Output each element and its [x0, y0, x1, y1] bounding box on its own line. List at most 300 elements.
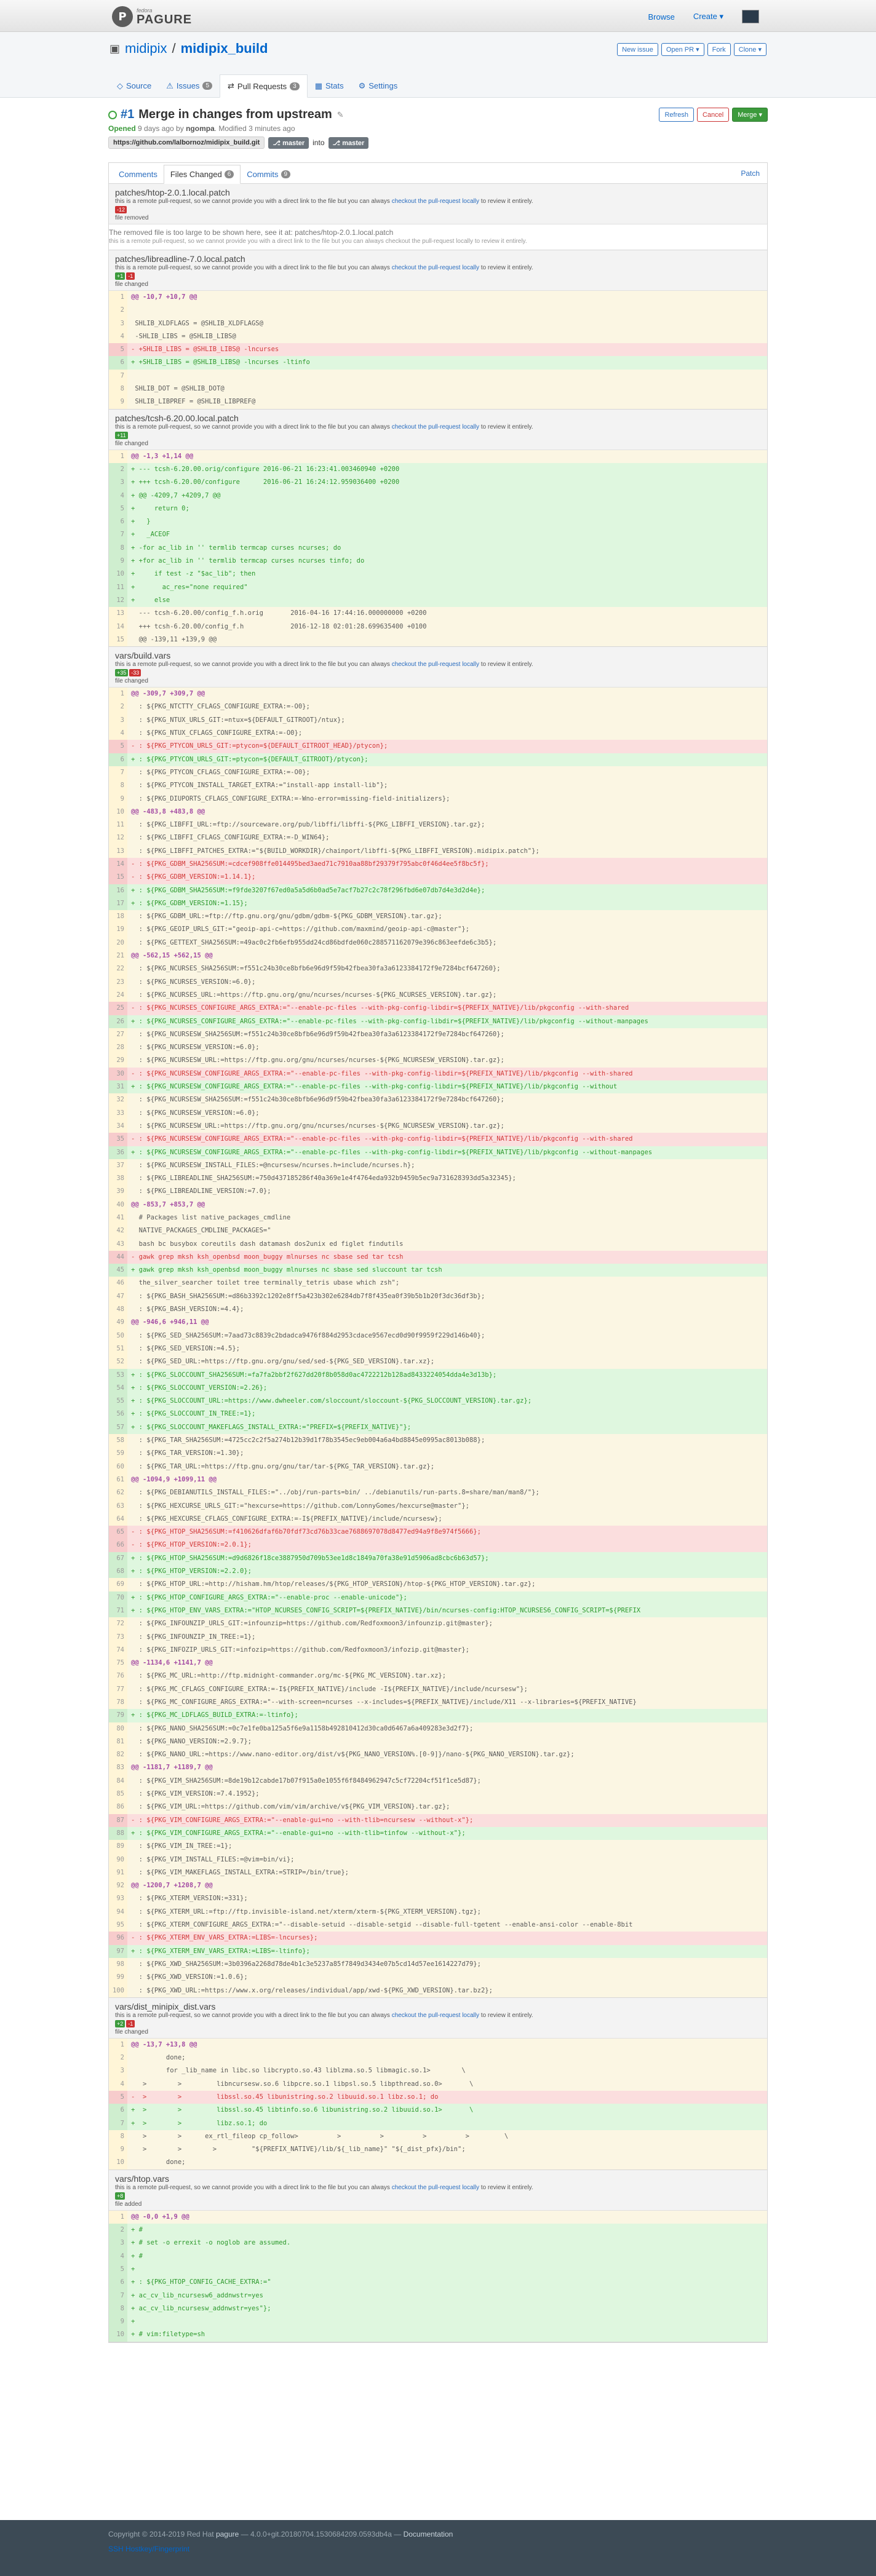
file-header: [109, 250, 767, 291]
footer-ssh-link[interactable]: SSH Hostkey/Fingerprint: [108, 2545, 190, 2553]
file-name[interactable]: patches/htop-2.0.1.local.patch: [115, 188, 230, 197]
line-number[interactable]: 73: [109, 1631, 127, 1644]
line-number[interactable]: 10: [109, 568, 127, 581]
line-number[interactable]: 94: [109, 1906, 127, 1919]
line-number[interactable]: 69: [109, 1578, 127, 1591]
line-code: : ${PKG_NCURSESW_INSTALL_FILES:=@ncursesw/ncurses.h=include/ncurses.h};: [131, 1161, 415, 1169]
line-number[interactable]: 7: [109, 2117, 127, 2130]
diff-line-added: [109, 2276, 767, 2289]
line-number[interactable]: 99: [109, 1971, 127, 1984]
tab-issues[interactable]: [159, 74, 220, 97]
diff-line: [109, 923, 767, 936]
pr-meta-age: 9 days ago by: [138, 124, 184, 133]
pagure-logo[interactable]: [112, 6, 192, 27]
line-code: the_silver_searcher toilet tree terminally_tetris ubase which zsh";: [131, 1279, 400, 1287]
line-code: - +SHLIB_LIBS = @SHLIB_LIBS@ -lncurses: [127, 343, 767, 356]
tab-count-badge: 3: [290, 82, 300, 90]
line-number[interactable]: 5: [109, 343, 127, 356]
line-number[interactable]: 1: [109, 291, 127, 304]
line-code: : ${PKG_NCURSESW_VERSION:=6.0};: [131, 1044, 260, 1052]
diff-stat: [115, 272, 761, 280]
line-number[interactable]: 40: [109, 1199, 127, 1211]
line-number[interactable]: 13: [109, 607, 127, 620]
line-code: + : ${PKG_SLOCCOUNT_SHA256SUM:=fa7fa2bbf2f627dd20f8b058d0ac4722212b128ad8433224054dda4e3d13b};: [127, 1369, 767, 1382]
line-number[interactable]: 4: [109, 330, 127, 343]
line-number[interactable]: 31: [109, 1080, 127, 1093]
line-number[interactable]: 2: [109, 2224, 127, 2237]
line-number[interactable]: 61: [109, 1473, 127, 1486]
checkout-locally-link[interactable]: checkout the pull-request locally: [391, 264, 479, 271]
additions-badge: +11: [115, 432, 128, 439]
line-number[interactable]: 78: [109, 1696, 127, 1709]
checkout-locally-link[interactable]: checkout the pull-request locally: [391, 198, 479, 205]
create-menu[interactable]: Create ▾: [693, 12, 723, 21]
file-diff: [109, 647, 767, 1998]
line-code: + > > libssl.so.45 libtinfo.so.6 libunistring.so.2 libuuid.so.1> \: [127, 2104, 767, 2117]
line-number[interactable]: 30: [109, 1068, 127, 1080]
tab-source-icon: ◇: [117, 81, 123, 90]
diff-line-added: [109, 2328, 767, 2341]
line-number[interactable]: 1: [109, 688, 127, 700]
line-number[interactable]: 42: [109, 1224, 127, 1237]
checkout-locally-link[interactable]: checkout the pull-request locally: [391, 2184, 479, 2191]
file-name[interactable]: vars/build.vars: [115, 651, 171, 661]
line-number[interactable]: 1: [109, 2211, 127, 2224]
line-number[interactable]: 47: [109, 1290, 127, 1303]
line-number[interactable]: 20: [109, 937, 127, 949]
line-number[interactable]: 17: [109, 897, 127, 910]
line-number[interactable]: 19: [109, 923, 127, 936]
line-number[interactable]: 67: [109, 1552, 127, 1565]
line-number[interactable]: 12: [109, 831, 127, 844]
line-number[interactable]: 36: [109, 1146, 127, 1159]
line-number[interactable]: 16: [109, 884, 127, 897]
footer-copyright: Copyright © 2014-2019 Red Hat: [108, 2530, 214, 2538]
line-number[interactable]: 63: [109, 1500, 127, 1513]
diff-line: [109, 818, 767, 831]
line-number[interactable]: 11: [109, 581, 127, 594]
diff-line-added: [109, 1015, 767, 1028]
line-number[interactable]: 32: [109, 1093, 127, 1106]
line-code: @@ -483,8 +483,8 @@: [131, 807, 205, 815]
line-number[interactable]: 90: [109, 1853, 127, 1866]
diff-line: [109, 1028, 767, 1041]
line-number[interactable]: 59: [109, 1447, 127, 1460]
target-branch: ⎇ master: [328, 137, 369, 149]
line-number[interactable]: 57: [109, 1421, 127, 1434]
line-number[interactable]: 3: [109, 2064, 127, 2077]
into-label: into: [313, 138, 325, 147]
line-number[interactable]: 26: [109, 1015, 127, 1028]
line-number[interactable]: 4: [109, 489, 127, 502]
tab-stats-icon: ▦: [314, 81, 322, 90]
line-code: + : ${PKG_NCURSESW_CONFIGURE_ARGS_EXTRA:="--enable-pc-files --with-pkg-config-libdir=${PREFIX_NATIVE}/lib/pkgconfig --without-manpages: [127, 1146, 767, 1159]
line-number[interactable]: 65: [109, 1526, 127, 1539]
line-number[interactable]: 43: [109, 1238, 127, 1251]
line-number[interactable]: 48: [109, 1303, 127, 1316]
line-number[interactable]: 91: [109, 1866, 127, 1879]
diff-line: [109, 976, 767, 989]
line-number[interactable]: 15: [109, 871, 127, 884]
pull-request-main: [108, 108, 768, 2343]
line-code: + : ${PKG_PTYCON_URLS_GIT:=ptycon=${DEFAULT_GITROOT}/ptycon};: [127, 753, 767, 766]
line-number[interactable]: 12: [109, 594, 127, 607]
line-code: done;: [131, 2158, 186, 2166]
remote-note: [115, 2184, 761, 2191]
diff-line: [109, 1984, 767, 1997]
line-code: + @@ -4209,7 +4209,7 @@: [127, 489, 767, 502]
diff-line: [109, 910, 767, 923]
target-branch-name: master: [342, 139, 365, 147]
line-code: # Packages list native_packages_cmdline: [131, 1214, 291, 1221]
browse-link[interactable]: Browse: [648, 12, 675, 22]
diff-line-added: [109, 2250, 767, 2263]
line-number[interactable]: 10: [109, 2328, 127, 2341]
line-number[interactable]: 86: [109, 1801, 127, 1813]
line-number[interactable]: 79: [109, 1709, 127, 1722]
footer-pagure-link[interactable]: pagure: [215, 2530, 239, 2538]
line-code: + }: [127, 515, 767, 528]
diff-line-added: [109, 1421, 767, 1434]
line-number[interactable]: 9: [109, 555, 127, 568]
diff-line-added: [109, 542, 767, 555]
diff-line-added: [109, 489, 767, 502]
line-code: : ${PKG_INFOZIP_URLS_GIT:=infozip=https://github.com/Redfoxmoon3/infozip.git@master};: [131, 1646, 469, 1654]
line-number[interactable]: 11: [109, 818, 127, 831]
line-number[interactable]: 38: [109, 1172, 127, 1185]
line-code: > > > "${PREFIX_NATIVE}/lib/${_lib_name}" "${_dist_pfx}/bin";: [131, 2146, 466, 2154]
line-number[interactable]: 76: [109, 1670, 127, 1682]
line-number[interactable]: 96: [109, 1932, 127, 1944]
line-number[interactable]: 8: [109, 382, 127, 395]
line-code: : ${PKG_GDBM_URL:=ftp://ftp.gnu.org/gnu/gdbm/gdbm-${PKG_GDBM_VERSION}.tar.gz};: [131, 913, 442, 921]
diff-line: [109, 1958, 767, 1971]
diff-line-removed: [109, 1068, 767, 1080]
diff-line: [109, 1775, 767, 1788]
line-number[interactable]: 39: [109, 1185, 127, 1198]
line-code: - : ${PKG_GDBM_SHA256SUM:=cdcef908ffe014495bed3aed71c7910aa88bf29379f795abc0f46d4ee5f8bc5f};: [127, 858, 767, 871]
tab-pull-requests[interactable]: [220, 74, 308, 98]
remote-note-text: this is a remote pull-request, so we cannot provide you with a direct link to the file but you can always: [115, 2011, 390, 2019]
line-number[interactable]: 53: [109, 1369, 127, 1382]
line-number[interactable]: 71: [109, 1604, 127, 1617]
diff-line: [109, 304, 767, 317]
line-code: + : ${PKG_HTOP_CONFIG_CACHE_EXTRA:=": [127, 2276, 767, 2289]
line-code: : ${PKG_XWD_VERSION:=1.0.6};: [131, 1973, 248, 1981]
repo-user-link[interactable]: midipix: [125, 41, 167, 56]
diff-line: [109, 1840, 767, 1853]
edit-pencil-icon[interactable]: ✎: [336, 109, 344, 119]
line-number[interactable]: 6: [109, 515, 127, 528]
line-code: + +++ tcsh-6.20.00/configure 2016-06-21 16:24:12.959036400 +0200: [127, 476, 767, 489]
line-number[interactable]: 9: [109, 793, 127, 806]
tab-stats[interactable]: [308, 74, 351, 97]
line-number[interactable]: 77: [109, 1683, 127, 1696]
line-number[interactable]: 34: [109, 1120, 127, 1133]
tab-settings[interactable]: [351, 74, 405, 97]
line-number[interactable]: 72: [109, 1617, 127, 1630]
remote-note-tail: to review it entirely.: [480, 2184, 533, 2191]
line-number[interactable]: 8: [109, 2302, 127, 2315]
pr-author[interactable]: ngompa: [186, 124, 215, 133]
line-number[interactable]: 22: [109, 962, 127, 975]
line-code: : ${PKG_NANO_VERSION:=2.9.7};: [131, 1737, 252, 1745]
line-number[interactable]: 44: [109, 1251, 127, 1264]
line-number[interactable]: 14: [109, 858, 127, 871]
diff-line-removed: [109, 1526, 767, 1539]
remote-note-text: this is a remote pull-request, so we cannot provide you with a direct link to the file but you can always: [115, 661, 390, 668]
line-number[interactable]: 25: [109, 1002, 127, 1015]
line-number[interactable]: 75: [109, 1657, 127, 1670]
line-number[interactable]: 52: [109, 1355, 127, 1368]
tab-source[interactable]: [110, 74, 159, 97]
line-number[interactable]: 49: [109, 1316, 127, 1329]
line-number[interactable]: 70: [109, 1591, 127, 1604]
line-number[interactable]: 2: [109, 304, 127, 317]
line-code: + : ${PKG_HTOP_SHA256SUM:=d9d6826f18ce3887950d709b53ee1d8c1849a70fa38e91d5906ad8cbc6b63d57};: [127, 1552, 767, 1565]
line-number[interactable]: 51: [109, 1342, 127, 1355]
diff-line-removed: [109, 740, 767, 753]
line-number[interactable]: 83: [109, 1761, 127, 1774]
diff-line-added: [109, 515, 767, 528]
line-number[interactable]: 27: [109, 1028, 127, 1041]
repo-name-link[interactable]: midipix_build: [180, 41, 268, 56]
remote-note-tail: to review it entirely.: [480, 198, 533, 205]
line-code: SHLIB_XLDFLAGS = @SHLIB_XLDFLAGS@: [131, 319, 263, 327]
repo-action-clone[interactable]: Clone ▾: [734, 43, 766, 56]
file-header: [109, 184, 767, 224]
line-number[interactable]: 45: [109, 1264, 127, 1277]
line-code: bash bc busybox coreutils dash datamash dos2unix ed figlet findutils: [131, 1240, 404, 1248]
checkout-locally-link[interactable]: checkout the pull-request locally: [391, 661, 479, 668]
line-code: SHLIB_DOT = @SHLIB_DOT@: [131, 385, 225, 393]
line-code: + : ${PKG_MC_LDFLAGS_BUILD_EXTRA:=-ltinfo};: [127, 1709, 767, 1722]
line-number[interactable]: 1: [109, 2039, 127, 2051]
line-number[interactable]: 2: [109, 2051, 127, 2064]
line-code: : ${PKG_TAR_VERSION:=1.30};: [131, 1449, 244, 1457]
diff-line: [109, 1578, 767, 1591]
line-number[interactable]: 84: [109, 1775, 127, 1788]
line-number[interactable]: 7: [109, 370, 127, 382]
checkout-locally-link[interactable]: checkout the pull-request locally: [391, 423, 479, 430]
line-number[interactable]: 28: [109, 1041, 127, 1054]
line-number[interactable]: 58: [109, 1434, 127, 1447]
diff-line: [109, 962, 767, 975]
diff-line: [109, 1853, 767, 1866]
line-number[interactable]: 5: [109, 2091, 127, 2104]
diff-line: [109, 1617, 767, 1630]
line-number[interactable]: 2: [109, 700, 127, 713]
line-number[interactable]: 56: [109, 1408, 127, 1421]
line-code: : ${PKG_GEOIP_URLS_GIT:="geoip-api-c=https://github.com/maxmind/geoip-api-c@master"};: [131, 925, 469, 933]
line-number[interactable]: 33: [109, 1107, 127, 1120]
file-status: file added: [115, 2200, 142, 2208]
pr-title: Merge in changes from upstream: [138, 108, 332, 121]
diff-line: [109, 1107, 767, 1120]
line-number[interactable]: 54: [109, 1382, 127, 1395]
diff-line: [109, 1906, 767, 1919]
line-number[interactable]: 46: [109, 1277, 127, 1290]
pr-tabs: [109, 163, 767, 184]
line-number[interactable]: 3: [109, 2237, 127, 2249]
line-number[interactable]: 6: [109, 356, 127, 369]
diff-hunk-header: [109, 949, 767, 962]
line-number[interactable]: 82: [109, 1748, 127, 1761]
line-code: : ${PKG_TAR_SHA256SUM:=4725cc2c2f5a274b12b39d1f78b3545ec9eb004a6a4bd8845e0995ac8013b088};: [131, 1437, 485, 1445]
line-number[interactable]: 92: [109, 1879, 127, 1892]
line-number[interactable]: 1: [109, 450, 127, 463]
diff-line: [109, 620, 767, 633]
line-number[interactable]: 95: [109, 1919, 127, 1932]
diff-line: [109, 1486, 767, 1499]
line-code: : ${PKG_NCURSESW_URL:=https://ftp.gnu.org/gnu/ncurses/ncurses-${PKG_NCURSESW_VERSION}.tar.gz};: [131, 1122, 504, 1130]
line-number[interactable]: 9: [109, 2143, 127, 2156]
footer-docs-link[interactable]: Documentation: [403, 2530, 453, 2538]
file-name[interactable]: patches/libreadline-7.0.local.patch: [115, 254, 245, 264]
line-number[interactable]: 41: [109, 1211, 127, 1224]
cancel-button[interactable]: Cancel: [697, 108, 729, 122]
line-number[interactable]: 14: [109, 620, 127, 633]
line-number[interactable]: 9: [109, 395, 127, 408]
line-number[interactable]: 6: [109, 753, 127, 766]
line-number[interactable]: 87: [109, 1814, 127, 1827]
diff-line: [109, 1513, 767, 1526]
tab-files-changed[interactable]: [164, 165, 241, 184]
refresh-button[interactable]: Refresh: [659, 108, 694, 122]
line-number[interactable]: 5: [109, 740, 127, 753]
line-number[interactable]: 66: [109, 1539, 127, 1552]
patch-link[interactable]: Patch: [741, 169, 760, 178]
line-number[interactable]: 21: [109, 949, 127, 962]
line-number[interactable]: 4: [109, 2078, 127, 2091]
line-number[interactable]: 5: [109, 2263, 127, 2276]
file-name[interactable]: patches/tcsh-6.20.00.local.patch: [115, 413, 239, 423]
line-number[interactable]: 3: [109, 714, 127, 727]
line-number[interactable]: 97: [109, 1945, 127, 1958]
line-number[interactable]: 37: [109, 1159, 127, 1172]
line-number[interactable]: 8: [109, 2130, 127, 2143]
line-number[interactable]: 29: [109, 1054, 127, 1067]
line-number[interactable]: 13: [109, 845, 127, 858]
remote-note-tail: to review it entirely.: [480, 661, 533, 668]
diff-line: [109, 1801, 767, 1813]
line-number[interactable]: 4: [109, 727, 127, 740]
line-number[interactable]: 80: [109, 1722, 127, 1735]
line-number[interactable]: 23: [109, 976, 127, 989]
diff-line-added: [109, 2104, 767, 2117]
line-code: - : ${PKG_NCURSESW_CONFIGURE_ARGS_EXTRA:="--enable-pc-files --with-pkg-config-libdir=${PREFIX_NATIVE}/lib/pkgconfig --with-shared: [127, 1133, 767, 1146]
repo-action-fork[interactable]: Fork: [707, 43, 731, 56]
tab-comments[interactable]: Comments: [119, 170, 157, 179]
merge-button[interactable]: Merge ▾: [732, 108, 768, 122]
line-number[interactable]: 7: [109, 528, 127, 541]
checkout-locally-link[interactable]: checkout the pull-request locally: [391, 2011, 479, 2019]
line-number[interactable]: 74: [109, 1644, 127, 1657]
line-number[interactable]: 100: [109, 1984, 127, 1997]
repo-action-open-pr[interactable]: Open PR ▾: [661, 43, 704, 56]
line-code: + if test -z "$ac_lib"; then: [127, 568, 767, 581]
line-number[interactable]: 5: [109, 502, 127, 515]
line-number[interactable]: 9: [109, 2315, 127, 2328]
line-number[interactable]: 62: [109, 1486, 127, 1499]
line-number[interactable]: 24: [109, 989, 127, 1002]
repo-action-new-issue[interactable]: New issue: [617, 43, 658, 56]
line-number[interactable]: 3: [109, 476, 127, 489]
line-number[interactable]: 15: [109, 633, 127, 646]
repo-icon: ▣: [110, 42, 121, 55]
line-number[interactable]: 18: [109, 910, 127, 923]
diff-code-block: [109, 2039, 767, 2170]
line-number[interactable]: 68: [109, 1565, 127, 1578]
line-code: + return 0;: [127, 502, 767, 515]
line-number[interactable]: 35: [109, 1133, 127, 1146]
line-code: + ac_res="none required": [127, 581, 767, 594]
line-number[interactable]: 7: [109, 766, 127, 779]
line-number[interactable]: 60: [109, 1460, 127, 1473]
tab-commits[interactable]: [241, 165, 297, 183]
diff-line: [109, 1172, 767, 1185]
line-number[interactable]: 8: [109, 542, 127, 555]
line-number[interactable]: 10: [109, 2156, 127, 2169]
line-number[interactable]: 6: [109, 2276, 127, 2289]
line-code: @@ -853,7 +853,7 @@: [131, 1200, 205, 1208]
line-code: + # set -o errexit -o noglob are assumed.: [127, 2237, 767, 2249]
diff-line-added: [109, 568, 767, 581]
line-code: + : ${PKG_SLOCCOUNT_MAKEFLAGS_INSTALL_EXTRA:="PREFIX=${PREFIX_NATIVE}"};: [127, 1421, 767, 1434]
line-number[interactable]: 2: [109, 463, 127, 476]
diff-line: [109, 1238, 767, 1251]
line-number[interactable]: 3: [109, 317, 127, 330]
diff-line: [109, 989, 767, 1002]
line-number[interactable]: 10: [109, 806, 127, 818]
line-code: + : ${PKG_SLOCCOUNT_URL:=https://www.dwheeler.com/sloccount/sloccount-${PKG_SLOCCOUNT_VERSION}.tar.gz};: [127, 1395, 767, 1408]
diff-line-added: [109, 884, 767, 897]
line-code: +: [127, 2315, 767, 2328]
line-number[interactable]: 50: [109, 1330, 127, 1342]
remote-note-tail: to review it entirely.: [480, 423, 533, 430]
tab-label: Settings: [368, 81, 398, 90]
line-number[interactable]: 7: [109, 2289, 127, 2302]
line-number[interactable]: 81: [109, 1735, 127, 1748]
diff-line-added: [109, 594, 767, 607]
user-avatar[interactable]: [742, 10, 759, 23]
diff-line: [109, 2064, 767, 2077]
line-code: : ${PKG_PTYCON_INSTALL_TARGET_EXTRA:="install-app install-lib"};: [131, 782, 388, 790]
line-number[interactable]: 88: [109, 1827, 127, 1840]
line-number[interactable]: 6: [109, 2104, 127, 2117]
line-number[interactable]: 55: [109, 1395, 127, 1408]
file-status: file removed: [115, 215, 149, 221]
source-repo-url: https://github.com/lalbornoz/midipix_build.git: [108, 137, 265, 149]
line-code: - gawk grep mksh ksh_openbsd moon_buggy mlnurses nc sbase sed tar tcsh: [127, 1251, 767, 1264]
line-number[interactable]: 4: [109, 2250, 127, 2263]
line-code: + _ACEOF: [127, 528, 767, 541]
diff-stat: [115, 206, 761, 213]
file-name[interactable]: vars/dist_minipix_dist.vars: [115, 2001, 216, 2011]
file-header: [109, 2170, 767, 2211]
line-number[interactable]: 64: [109, 1513, 127, 1526]
line-number[interactable]: 89: [109, 1840, 127, 1853]
line-number[interactable]: 98: [109, 1958, 127, 1971]
diff-line: [109, 831, 767, 844]
line-number[interactable]: 93: [109, 1892, 127, 1905]
line-code: : ${PKG_NANO_SHA256SUM:=0c7e1fe0ba125a5f6e9a1158b492810412d30ca0d6467a6a409283e3d2f7};: [131, 1724, 474, 1732]
diff-line-added: [109, 1709, 767, 1722]
line-code: : ${PKG_HTOP_URL:=http://hisham.hm/htop/releases/${PKG_HTOP_VERSION}/htop-${PKG_HTOP_VERSION}.tar.gz};: [131, 1580, 536, 1588]
line-number[interactable]: 85: [109, 1788, 127, 1801]
file-name[interactable]: vars/htop.vars: [115, 2173, 169, 2184]
line-number[interactable]: 8: [109, 779, 127, 792]
